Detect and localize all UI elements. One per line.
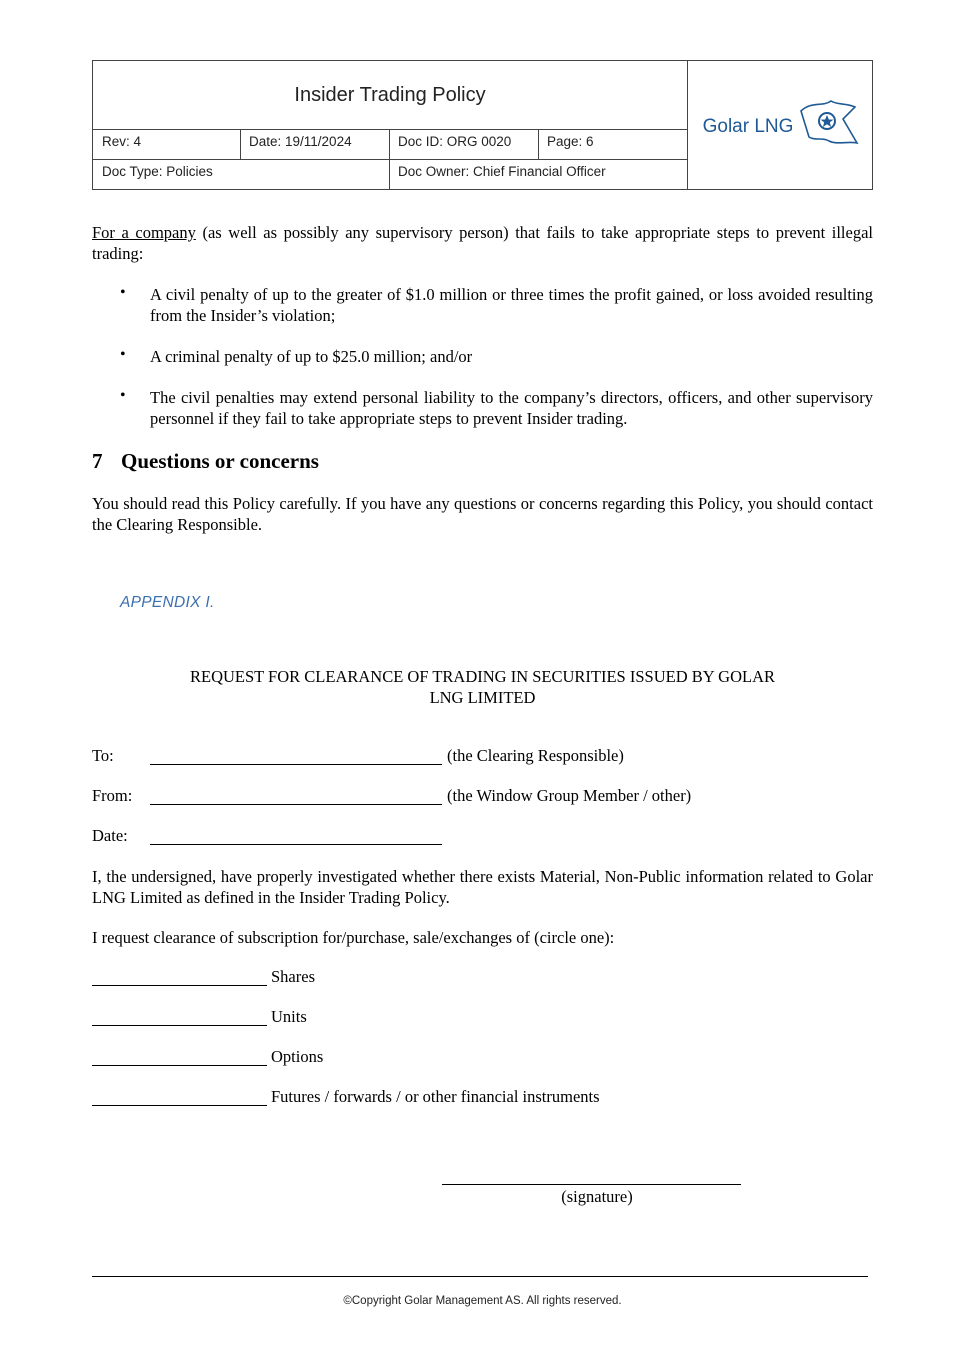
section-number: 7 bbox=[92, 449, 103, 473]
golar-lng-logo bbox=[689, 61, 873, 189]
document-type: Doc Type: Policies bbox=[102, 164, 213, 179]
intro-text: (as well as possibly any supervisory person) that fails to take appropriate steps to prevent illegal trading: bbox=[92, 223, 873, 263]
section-heading bbox=[92, 449, 319, 474]
from-suffix: (the Window Group Member / other) bbox=[447, 786, 692, 805]
option-units: Units bbox=[271, 1007, 307, 1026]
intro-paragraph bbox=[92, 222, 873, 264]
bullet-icon: • bbox=[120, 387, 126, 404]
date-field[interactable] bbox=[150, 844, 442, 845]
appendix-title-line1: REQUEST FOR CLEARANCE OF TRADING IN SECURITIES ISSUED BY GOLAR bbox=[189, 667, 776, 686]
section-title: Questions or concerns bbox=[121, 449, 319, 473]
logo-text: Golar LNG bbox=[702, 116, 794, 137]
list-item: A criminal penalty of up to $25.0 million; and/or bbox=[150, 347, 473, 366]
footer-copyright: ©Copyright Golar Management AS. All rights reserved. bbox=[343, 1295, 622, 1307]
option-shares: Shares bbox=[271, 967, 315, 986]
signature-label: (signature) bbox=[561, 1187, 633, 1206]
option-futures: Futures / forwards / or other financial instruments bbox=[271, 1087, 600, 1106]
document-date: Date: 19/11/2024 bbox=[249, 134, 352, 149]
units-field[interactable] bbox=[92, 1025, 267, 1026]
flag-icon bbox=[797, 97, 859, 153]
signature-field[interactable] bbox=[442, 1184, 741, 1185]
to-field[interactable] bbox=[150, 764, 442, 765]
to-suffix: (the Clearing Responsible) bbox=[447, 746, 624, 765]
to-label: To: bbox=[92, 746, 114, 765]
intro-underlined: For a company bbox=[92, 223, 196, 242]
section-paragraph: You should read this Policy carefully. If you have any questions or concerns regarding this Policy, you should contact the Clearing Responsible. bbox=[92, 494, 873, 534]
page-number: Page: 6 bbox=[547, 134, 594, 149]
appendix-title bbox=[150, 666, 815, 708]
request-paragraph: I request clearance of subscription for/purchase, sale/exchanges of (circle one): bbox=[92, 928, 615, 947]
document-owner: Doc Owner: Chief Financial Officer bbox=[398, 164, 606, 179]
list-item: A civil penalty of up to the greater of $1.0 million or three times the profit gained, or loss avoided resulting from the Insider’s violation; bbox=[150, 285, 873, 325]
appendix-label: APPENDIX I. bbox=[120, 594, 215, 611]
options-field[interactable] bbox=[92, 1065, 267, 1066]
bullet-icon: • bbox=[120, 284, 126, 301]
document-header bbox=[92, 60, 873, 190]
list-item: The civil penalties may extend personal liability to the company’s directors, officers, and other supervisory personnel if they fail to take appropriate steps to prevent Insider trading. bbox=[150, 388, 873, 428]
futures-field[interactable] bbox=[92, 1105, 267, 1106]
document-title: Insider Trading Policy bbox=[294, 83, 486, 106]
shares-field[interactable] bbox=[92, 985, 267, 986]
option-options: Options bbox=[271, 1047, 324, 1066]
footer-divider bbox=[92, 1276, 868, 1277]
document-id: Doc ID: ORG 0020 bbox=[398, 134, 512, 149]
date-label: Date: bbox=[92, 826, 128, 845]
appendix-title-line2: LNG LIMITED bbox=[429, 688, 536, 707]
bullet-icon: • bbox=[120, 346, 126, 363]
statement-paragraph: I, the undersigned, have properly investigated whether there exists Material, Non-Public information related to Golar LNG Limited as defined in the Insider Trading Policy. bbox=[92, 867, 873, 907]
from-label: From: bbox=[92, 786, 133, 805]
revision: Rev: 4 bbox=[102, 134, 142, 149]
from-field[interactable] bbox=[150, 804, 442, 805]
